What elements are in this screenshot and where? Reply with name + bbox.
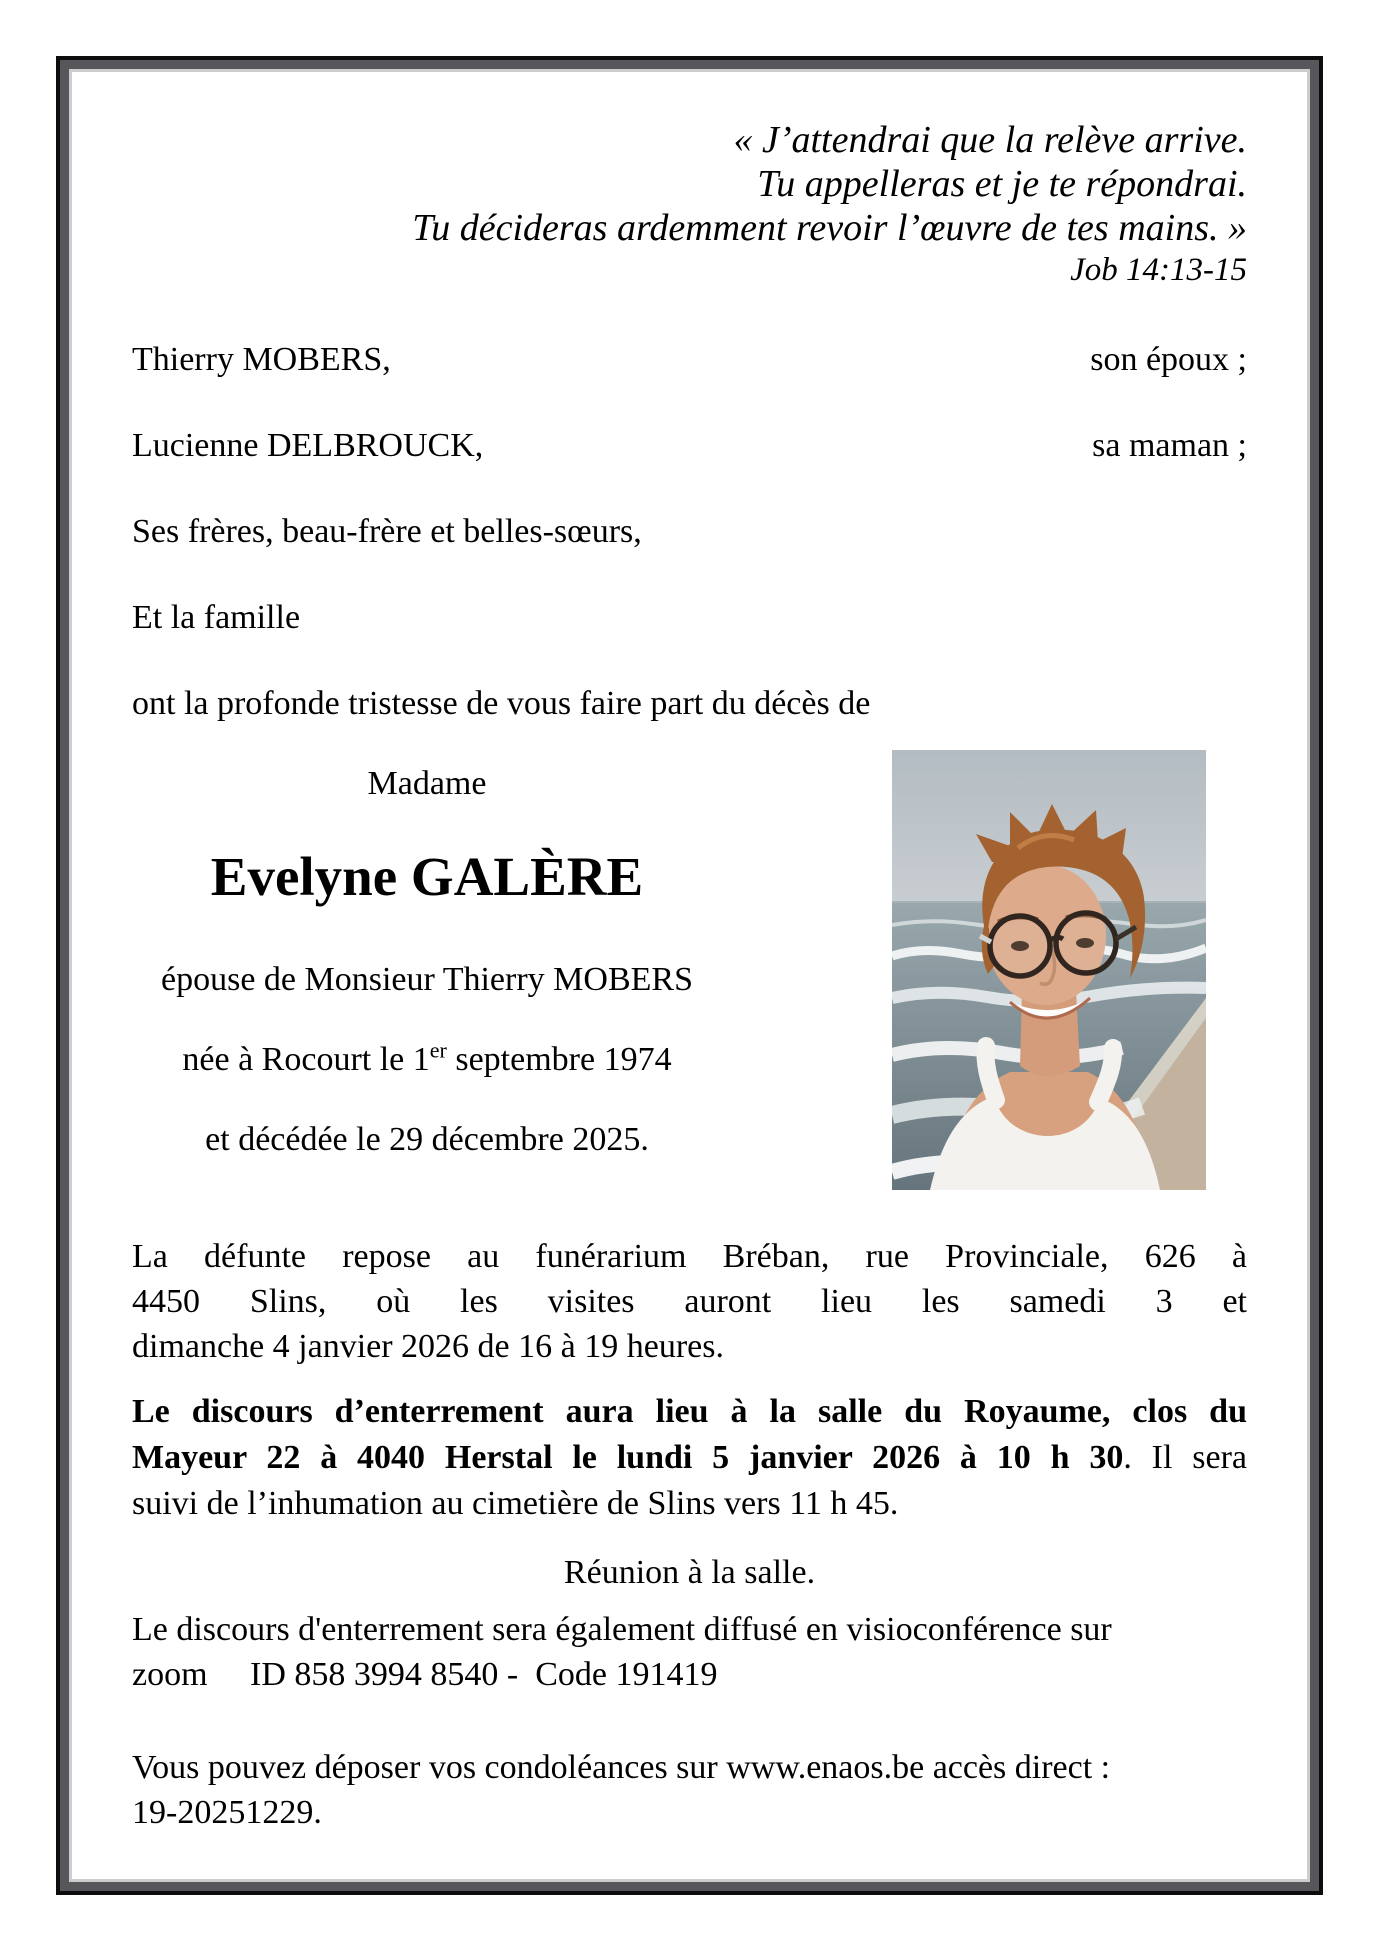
quote-line-2: Tu appelleras et je te répondrai. <box>757 163 1247 205</box>
family-row-mother <box>132 426 1247 466</box>
family-name: Thierry MOBERS, <box>132 341 391 378</box>
family-row-husband <box>132 340 1247 380</box>
family-block <box>132 340 1247 724</box>
identity-column <box>132 760 722 1160</box>
ceremony-line-2-bold: Mayeur 22 à 4040 Herstal le lundi 5 janvier 2026 à 10 h 30 <box>132 1439 1124 1476</box>
card-content <box>72 72 1307 1879</box>
ceremony-line-2-rest: . Il sera <box>1123 1439 1247 1476</box>
family-row-siblings <box>132 512 1247 552</box>
birth-prefix: née à Rocourt le 1 <box>182 1041 430 1078</box>
birth-suffix: septembre 1974 <box>446 1041 672 1078</box>
portrait-photo-illustration <box>892 750 1206 1190</box>
ceremony-paragraph <box>132 1389 1247 1527</box>
condolences-line-2: 19-20251229. <box>132 1794 322 1831</box>
decorative-frame <box>56 56 1323 1895</box>
visio-line-2: zoom ID 858 3994 8540 - Code 191419 <box>132 1656 718 1693</box>
family-name: Ses frères, beau-frère et belles-sœurs, <box>132 513 642 550</box>
family-relation: son époux ; <box>1090 341 1247 378</box>
death-line: et décédée le 29 décembre 2025. <box>205 1121 649 1158</box>
civility-title: Madame <box>367 765 487 802</box>
repose-line-3: dimanche 4 janvier 2026 de 16 à 19 heures. <box>132 1328 724 1365</box>
condolences-paragraph <box>132 1745 1247 1835</box>
bible-quote <box>132 118 1247 290</box>
birth-line <box>132 1037 722 1080</box>
announcement-line: ont la profonde tristesse de vous faire part du décès de <box>132 685 871 722</box>
quote-line-1: « J’attendrai que la relève arrive. <box>733 119 1247 161</box>
visio-line-1: Le discours d'enterrement sera également diffusé en visioconférence sur <box>132 1611 1112 1648</box>
portrait-photo <box>892 750 1206 1190</box>
spouse-line: épouse de Monsieur Thierry MOBERS <box>161 961 693 998</box>
family-relation: sa maman ; <box>1092 427 1247 464</box>
birth-ordinal-sup: er <box>429 1037 447 1063</box>
frame-inner-band <box>69 69 1310 1882</box>
quote-reference: Job 14:13-15 <box>1070 252 1247 288</box>
reunion-line: Réunion à la salle. <box>563 1554 816 1591</box>
repose-line-2: 4450 Slins, où les visites auront lieu les samedi 3 et <box>132 1283 1247 1320</box>
ceremony-line-1: Le discours d’enterrement aura lieu à la salle du Royaume, clos du <box>132 1393 1247 1430</box>
family-row-family <box>132 598 1247 638</box>
repose-paragraph <box>132 1234 1247 1369</box>
ceremony-line-2 <box>132 1435 1247 1481</box>
identity-section <box>132 760 1247 1190</box>
deceased-name: Evelyne GALÈRE <box>210 846 644 907</box>
condolences-line-1: Vous pouvez déposer vos condoléances sur www.enaos.be accès direct : <box>132 1749 1111 1786</box>
visio-paragraph <box>132 1607 1247 1697</box>
family-name: Et la famille <box>132 599 301 636</box>
ceremony-line-3: suivi de l’inhumation au cimetière de Slins vers 11 h 45. <box>132 1485 899 1522</box>
frame-mid-band <box>60 60 1319 1891</box>
quote-line-3: Tu décideras ardemment revoir l’œuvre de tes mains. » <box>412 207 1247 249</box>
repose-line-1: La défunte repose au funérarium Bréban, rue Provinciale, 626 à <box>132 1238 1247 1275</box>
family-name: Lucienne DELBROUCK, <box>132 427 484 464</box>
